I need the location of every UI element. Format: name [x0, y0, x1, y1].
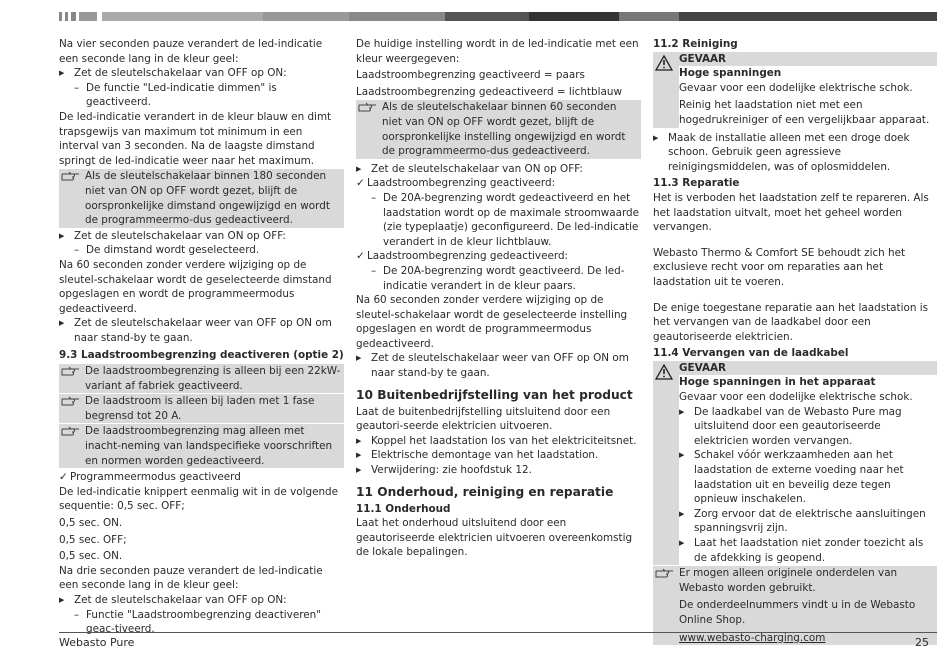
danger-title: GEVAAR — [679, 361, 727, 374]
step: ▶ Verwijdering: zie hoofdstuk 12. — [356, 463, 641, 478]
check-item: ✓ Laadstroombegrenzing gedeactiveerd: — [356, 249, 641, 264]
danger-subtitle: Hoge spanningen in het apparaat — [679, 376, 876, 389]
footer-brand: Webasto Pure — [59, 636, 135, 649]
note-text: Als de sleutelschakelaar binnen 180 seconden niet van ON op OFF wordt gezet, blijft de oorspronkelijke dimstand ongewijzigd en wordt de programmeermo-dus gedeactiveerd. — [85, 170, 330, 227]
note-box — [59, 394, 344, 423]
step: ▶ Maak de installatie alleen met een droge doek schoon. Gebruik geen agressieve reinigingsmiddelen, was of oplosmiddelen. — [653, 131, 937, 175]
sequence-step: 0,5 sec. OFF; — [59, 533, 127, 546]
paragraph: Na 60 seconden zonder verdere wijziging op de sleutel-schakelaar wordt de geselecteerde dimstand opgeslagen en wordt de programmeermodus gedeactiveerd. — [59, 258, 332, 315]
webasto-link[interactable]: www.webasto-charging.com — [679, 631, 826, 644]
danger-step: ▶ Laat het laadstation niet zonder toezicht als de afdekking is geopend. — [679, 536, 937, 565]
paragraph: De huidige instelling wordt in de led-indicatie met een kleur weergegeven: — [356, 38, 639, 65]
page-number: 25 — [915, 636, 929, 649]
step: ▶ Zet de sleutelschakelaar weer van OFF op ON om naar stand-by te gaan. — [356, 351, 641, 380]
result: – De 20A-begrenzing wordt geactiveerd. De led-indicatie verandert in de kleur paars. — [356, 264, 641, 293]
step: ▶ Koppel het laadstation los van het elektriciteitsnet. — [356, 434, 641, 449]
pointing-hand-icon — [655, 567, 675, 579]
result: – De 20A-begrenzing wordt gedeactiveerd en het laadstation wordt op de maximale stroomwaarde (zie typeplaatje) geconfigureerd. De led-indicatie verandert in de kleur lichtblauw. — [356, 191, 641, 249]
result: – Functie "Laadstroombegrenzing deactiveren" geac-tiveerd. — [59, 608, 344, 637]
step: ▶ Elektrische demontage van het laadstation. — [356, 448, 641, 463]
danger-box — [653, 52, 937, 128]
paragraph: Na 60 seconden zonder verdere wijziging op de sleutel-schakelaar wordt de geselecteerde instelling opgeslagen en wordt de programmeermodus gedeactiveerd. — [356, 294, 628, 350]
step: ▶ Zet de sleutelschakelaar van OFF op ON: — [59, 66, 344, 81]
danger-title: GEVAAR — [679, 52, 727, 65]
sequence-step: 0,5 sec. ON. — [59, 517, 123, 529]
pointing-hand-icon — [61, 365, 81, 377]
note-text: Als de sleutelschakelaar binnen 60 seconden niet van ON op OFF wordt gezet, blijft de oorspronkelijke instelling ongewijzigd en wordt de programmeermo-dus gedeactiveerd. — [382, 101, 626, 158]
header-color-bar — [59, 12, 937, 21]
paragraph: Na vier seconden pauze verandert de led-indicatie een seconde lang in de kleur geel: — [59, 38, 323, 65]
paragraph: Het is verboden het laadstation zelf te repareren. Als het laadstation uitvalt, moet het geheel worden vervangen. — [653, 191, 929, 234]
pointing-hand-icon — [61, 170, 81, 182]
note-box — [59, 364, 344, 393]
note-box — [653, 566, 937, 645]
danger-step: ▶ Schakel vóór werkzaamheden aan het laadstation de externe voeding naar het laadstation uit en beveilig deze tegen opnieuw inschakelen. — [679, 448, 937, 506]
step: ▶ Zet de sleutelschakelaar van ON op OFF: — [356, 162, 641, 177]
column-3 — [653, 37, 937, 646]
note-box — [356, 100, 641, 158]
danger-text: Gevaar voor een dodelijke elektrische schok. — [679, 81, 913, 94]
note-text: De laadstroom is alleen bij laden met 1 fase begrensd tot 20 A. — [85, 395, 315, 422]
sequence-step: 0,5 sec. ON. — [59, 550, 123, 563]
paragraph: Webasto Thermo & Comfort SE behoudt zich het exclusieve recht voor om reparaties aan het laadstation uit te voeren. — [653, 246, 906, 288]
section-heading: 11.4 Vervangen van de laadkabel — [653, 347, 849, 360]
danger-text: Reinig het laadstation niet met een hogedrukreiniger of een vergelijkbaar apparaat. — [679, 99, 930, 126]
pointing-hand-icon — [358, 101, 378, 113]
danger-step: ▶ De laadkabel van de Webasto Pure mag uitsluitend door een geautoriseerde elektricien worden vervangen. — [679, 405, 937, 449]
note-text: De laadstroombegrenzing is alleen bij een 22kW-variant af fabriek geactiveerd. — [85, 365, 341, 392]
paragraph: Laat de buitenbedrijfstelling uitsluitend door een geautori-seerde elektricien uitvoeren. — [356, 405, 611, 433]
section-heading: 11.2 Reiniging — [653, 38, 738, 50]
setting-line: Laadstroombegrenzing gedeactiveerd = lichtblauw — [356, 85, 622, 98]
warning-triangle-icon — [655, 364, 673, 380]
chapter-heading: 10 Buitenbedrijfstelling van het product — [356, 387, 633, 402]
pointing-hand-icon — [61, 395, 81, 407]
section-heading: 9.3 Laadstroombegrenzing deactiveren (optie 2) — [59, 349, 344, 362]
paragraph: Laat het onderhoud uitsluitend door een geautoriseerde elektricien uitvoeren overeenkomstig de lokale bepalingen. — [356, 517, 633, 559]
section-heading: 11.1 Onderhoud — [356, 502, 451, 515]
note-box — [59, 424, 344, 468]
result: – De dimstand wordt geselecteerd. — [59, 243, 344, 258]
paragraph: De enige toegestane reparatie aan het laadstation is het vervangen van de laadkabel door een geautoriseerde elektricien. — [653, 301, 929, 343]
danger-text: Gevaar voor een dodelijke elektrische schok. — [679, 391, 913, 404]
note-box — [59, 169, 344, 227]
warning-triangle-icon — [655, 55, 673, 71]
danger-step: ▶ Zorg ervoor dat de elektrische aansluitingen spanningsvrij zijn. — [679, 507, 937, 536]
section-heading: 11.3 Reparatie — [653, 177, 740, 190]
check-item: ✓ Laadstroombegrenzing geactiveerd: — [356, 176, 641, 191]
danger-subtitle: Hoge spanningen — [679, 67, 782, 80]
paragraph: De led-indicatie knippert eenmalig wit in de volgende sequentie: 0,5 sec. OFF; — [59, 485, 339, 513]
note-text: Er mogen alleen originele onderdelen van Webasto worden gebruikt. — [679, 567, 898, 594]
paragraph: Na drie seconden pauze verandert de led-indicatie een seconde lang in de kleur geel: — [59, 564, 323, 592]
check-item: ✓ Programmeermodus geactiveerd — [59, 470, 344, 485]
paragraph: De led-indicatie verandert in de kleur blauw en dimt trapsgewijs van maximum tot minimum in een interval van 3 seconden. Na de laagste dimstand springt de led-indicatie weer naar het maximum. — [59, 110, 332, 167]
result: – De functie "Led-indicatie dimmen" is geactiveerd. — [59, 81, 344, 110]
setting-line: Laadstroombegrenzing geactiveerd = paars — [356, 69, 585, 82]
step: ▶ Zet de sleutelschakelaar van OFF op ON: — [59, 593, 344, 608]
chapter-heading: 11 Onderhoud, reiniging en reparatie — [356, 484, 614, 499]
column-2 — [356, 37, 641, 560]
column-1 — [59, 37, 344, 637]
note-text: De onderdeelnummers vindt u in de Webasto Online Shop. — [679, 599, 916, 626]
danger-box — [653, 361, 937, 565]
note-text: De laadstroombegrenzing mag alleen met inacht-neming van landspecifieke voorschriften en normen worden gedeactiveerd. — [85, 425, 333, 467]
step: ▶ Zet de sleutelschakelaar van ON op OFF: — [59, 229, 344, 244]
pointing-hand-icon — [61, 425, 81, 437]
step: ▶ Zet de sleutelschakelaar weer van OFF op ON om naar stand-by te gaan. — [59, 316, 344, 345]
